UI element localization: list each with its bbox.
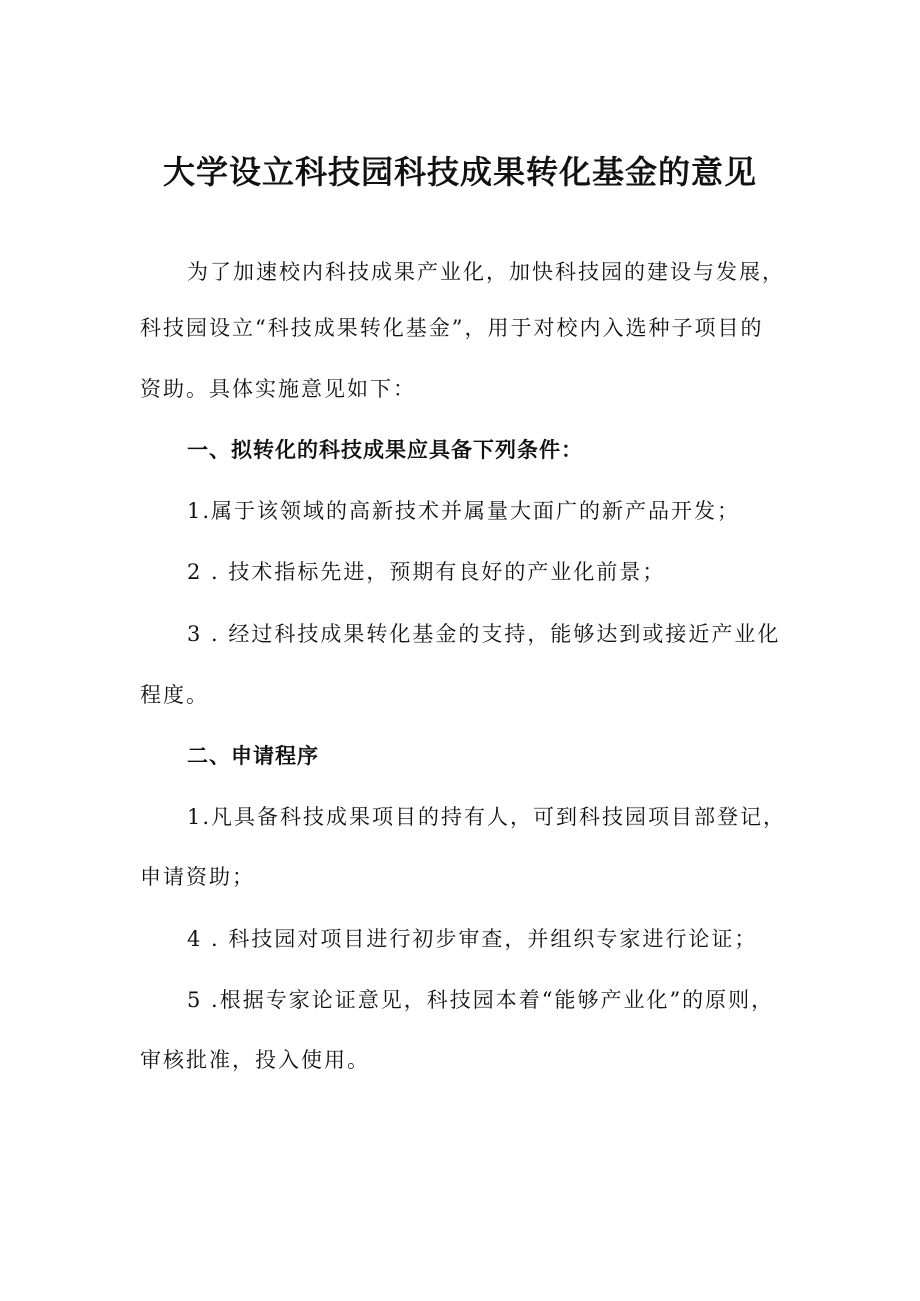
intro-line-3: 资助。具体实施意见如下：: [140, 377, 416, 401]
section-1-item-1: 1.属于该领域的高新技术并属量大面广的新产品开发；: [187, 499, 741, 523]
intro-line-1: 为了加速校内科技成果产业化，加快科技园的建设与发展，: [187, 260, 785, 284]
intro-line-2: 科技园设立“科技成果转化基金”，用于对校内入选种子项目的: [140, 316, 764, 340]
section-2-heading: 二、申请程序: [187, 744, 319, 768]
section-2-item-3-continued: 审核批准，投入使用。: [140, 1048, 370, 1072]
section-1-item-2: 2 . 技术指标先进，预期有良好的产业化前景；: [187, 560, 666, 584]
section-2-item-1-continued: 申请资助；: [140, 865, 255, 889]
section-1-heading: 一、拟转化的科技成果应具备下列条件：: [187, 438, 583, 462]
section-1-item-3: 3 . 经过科技成果转化基金的支持，能够达到或接近产业化: [187, 622, 781, 646]
document-title: 大学设立科技园科技成果转化基金的意见: [162, 153, 757, 191]
section-2-item-1: 1.凡具备科技成果项目的持有人，可到科技园项目部登记，: [187, 805, 787, 829]
section-1-item-3-continued: 程度。: [140, 683, 209, 707]
section-2-item-2: 4 . 科技园对项目进行初步审查，并组织专家进行论证；: [187, 927, 758, 951]
section-2-item-3: 5 .根据专家论证意见，科技园本着“能够产业化”的原则，: [187, 988, 775, 1012]
